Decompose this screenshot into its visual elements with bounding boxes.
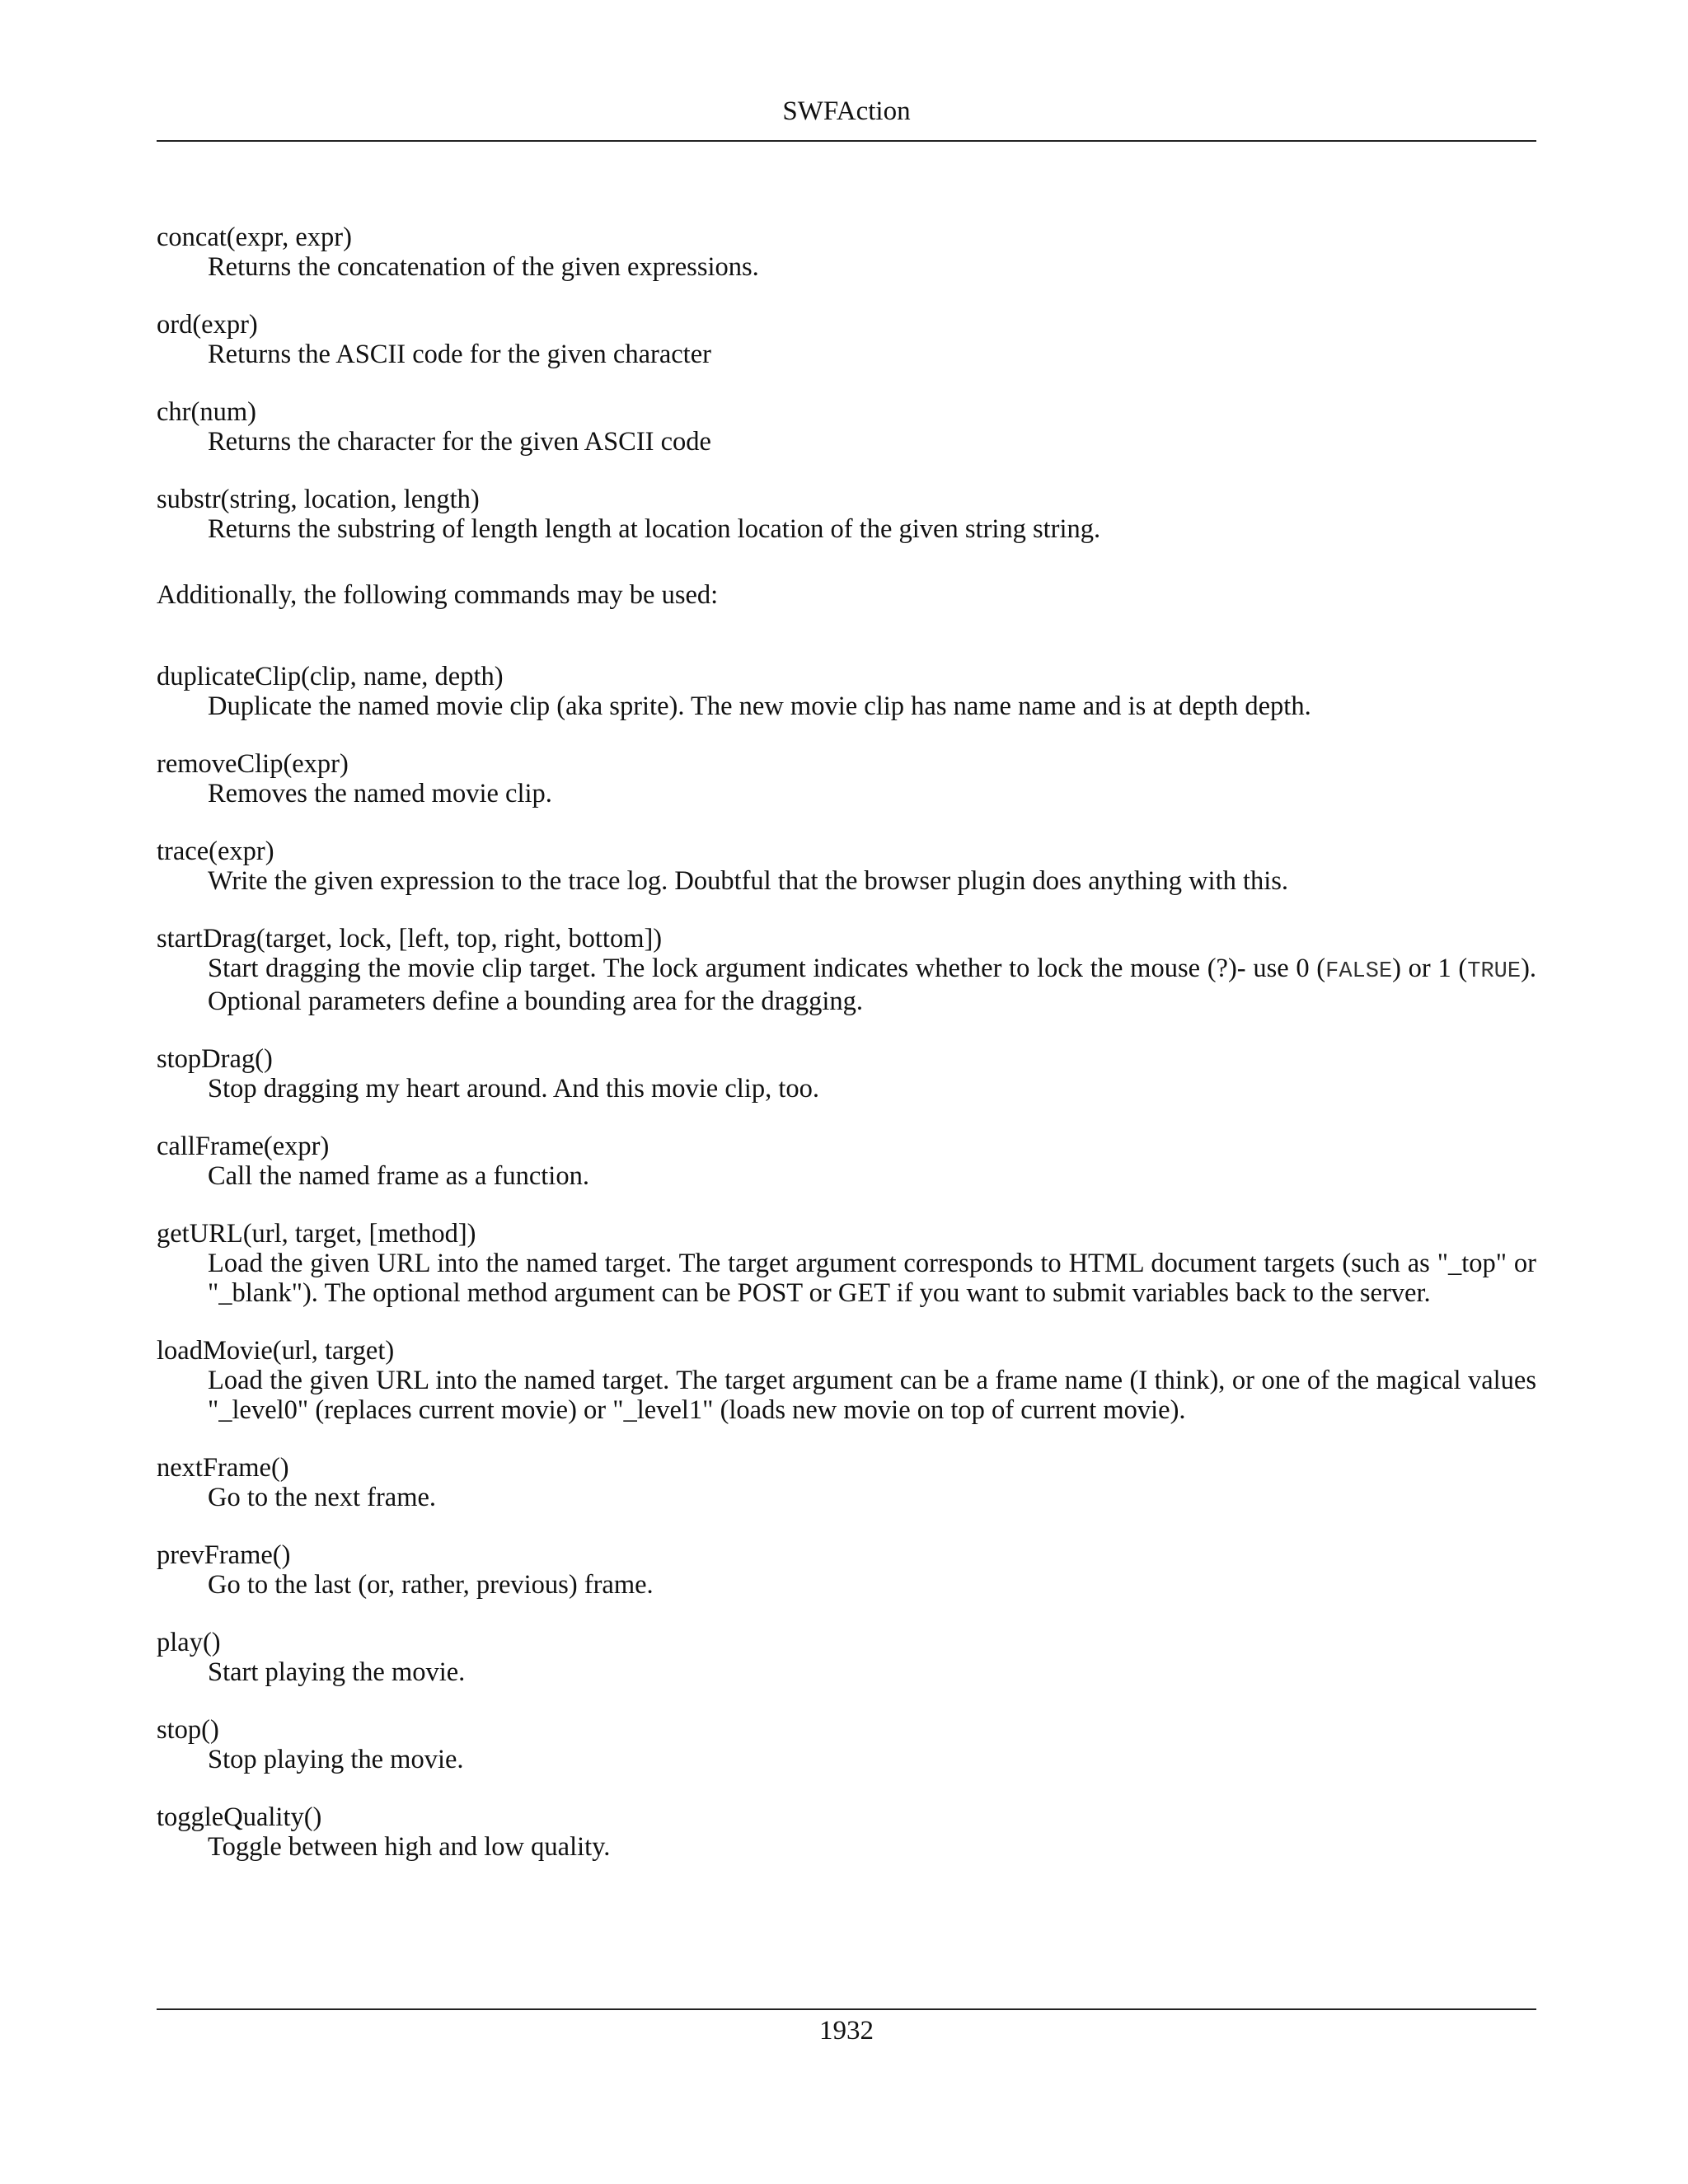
entry-description: Returns the concatenation of the given expressions. bbox=[208, 252, 759, 282]
command-entry-loadmovie bbox=[157, 1336, 1536, 1425]
entry-term: play() bbox=[157, 1628, 221, 1657]
page-footer bbox=[157, 2008, 1536, 2050]
entry-description: Duplicate the named movie clip (aka sprite). The new movie clip has name name and is at depth depth. bbox=[208, 691, 1311, 721]
entry-term: chr(num) bbox=[157, 397, 256, 427]
entry-description: Stop playing the movie. bbox=[208, 1745, 464, 1774]
desc-text: ). Optional parameters define a bounding area for the dragging. bbox=[208, 954, 1537, 1016]
entry-description: Call the named frame as a function. bbox=[208, 1161, 589, 1191]
entry-description: Load the given URL into the named target. The target argument can be a frame name (I think), or one of the magical values "_level0" (replaces current movie) or "_level1" (loads new movie on top of current movie). bbox=[208, 1366, 1536, 1425]
command-entry-nextframe bbox=[157, 1453, 1536, 1512]
entry-description bbox=[208, 954, 1536, 1016]
entry-term: duplicateClip(clip, name, depth) bbox=[157, 662, 504, 691]
entry-description: Removes the named movie clip. bbox=[208, 779, 552, 808]
command-entry-trace bbox=[157, 837, 1536, 896]
command-entry-stopdrag bbox=[157, 1044, 1536, 1104]
entry-description: Stop dragging my heart around. And this movie clip, too. bbox=[208, 1074, 819, 1104]
page-number: 1932 bbox=[819, 2016, 874, 2046]
entry-term: substr(string, location, length) bbox=[157, 485, 480, 514]
entry-description: Returns the ASCII code for the given character bbox=[208, 340, 711, 369]
command-entry-duplicateclip bbox=[157, 662, 1536, 721]
desc-text: ) or 1 ( bbox=[1392, 954, 1468, 983]
entry-term: toggleQuality() bbox=[157, 1802, 322, 1832]
entry-description: Go to the last (or, rather, previous) frame. bbox=[208, 1570, 654, 1600]
entry-description: Write the given expression to the trace log. Doubtful that the browser plugin does anything with this. bbox=[208, 866, 1289, 896]
document-body bbox=[157, 223, 1536, 1890]
entry-term: loadMovie(url, target) bbox=[157, 1336, 395, 1366]
entry-term: prevFrame() bbox=[157, 1540, 291, 1570]
entry-term: startDrag(target, lock, [left, top, right, bottom]) bbox=[157, 924, 663, 954]
entry-description: Returns the substring of length length at location location of the given string string. bbox=[208, 514, 1101, 544]
command-entry-prevframe bbox=[157, 1540, 1536, 1600]
command-entry-startdrag bbox=[157, 924, 1536, 1016]
entry-term: ord(expr) bbox=[157, 310, 258, 340]
commands-intro: Additionally, the following commands may be used: bbox=[157, 580, 719, 610]
entry-description: Toggle between high and low quality. bbox=[208, 1832, 611, 1862]
command-entry-removeclip bbox=[157, 749, 1536, 808]
entry-description: Returns the character for the given ASCII code bbox=[208, 427, 711, 457]
entry-term: stopDrag() bbox=[157, 1044, 273, 1074]
desc-text: Start dragging the movie clip target. The lock argument indicates whether to lock the mouse (?)- use 0 ( bbox=[208, 954, 1326, 983]
page-header-title: SWFAction bbox=[782, 96, 911, 126]
entry-term: trace(expr) bbox=[157, 837, 274, 866]
entry-term: concat(expr, expr) bbox=[157, 223, 352, 252]
entry-term: getURL(url, target, [method]) bbox=[157, 1219, 476, 1249]
function-entry-chr bbox=[157, 397, 1536, 457]
function-entry-concat bbox=[157, 223, 1536, 282]
command-entry-play bbox=[157, 1628, 1536, 1687]
function-entry-ord bbox=[157, 310, 1536, 369]
entry-description: Start playing the movie. bbox=[208, 1657, 466, 1687]
page-header bbox=[157, 92, 1536, 142]
command-entry-geturl bbox=[157, 1219, 1536, 1308]
entry-term: stop() bbox=[157, 1715, 219, 1745]
command-entry-stop bbox=[157, 1715, 1536, 1774]
code-false: FALSE bbox=[1325, 959, 1393, 984]
command-entry-togglequality bbox=[157, 1802, 1536, 1862]
entry-description: Load the given URL into the named target. The target argument corresponds to HTML document targets (such as "_top" or "_blank"). The optional method argument can be POST or GET if you want to submit variables back to the server. bbox=[208, 1249, 1536, 1308]
command-entry-callframe bbox=[157, 1132, 1536, 1191]
entry-term: nextFrame() bbox=[157, 1453, 289, 1483]
entry-term: callFrame(expr) bbox=[157, 1132, 330, 1161]
entry-description: Go to the next frame. bbox=[208, 1483, 437, 1512]
code-true: TRUE bbox=[1467, 959, 1522, 984]
entry-term: removeClip(expr) bbox=[157, 749, 349, 779]
function-entry-substr bbox=[157, 485, 1536, 544]
